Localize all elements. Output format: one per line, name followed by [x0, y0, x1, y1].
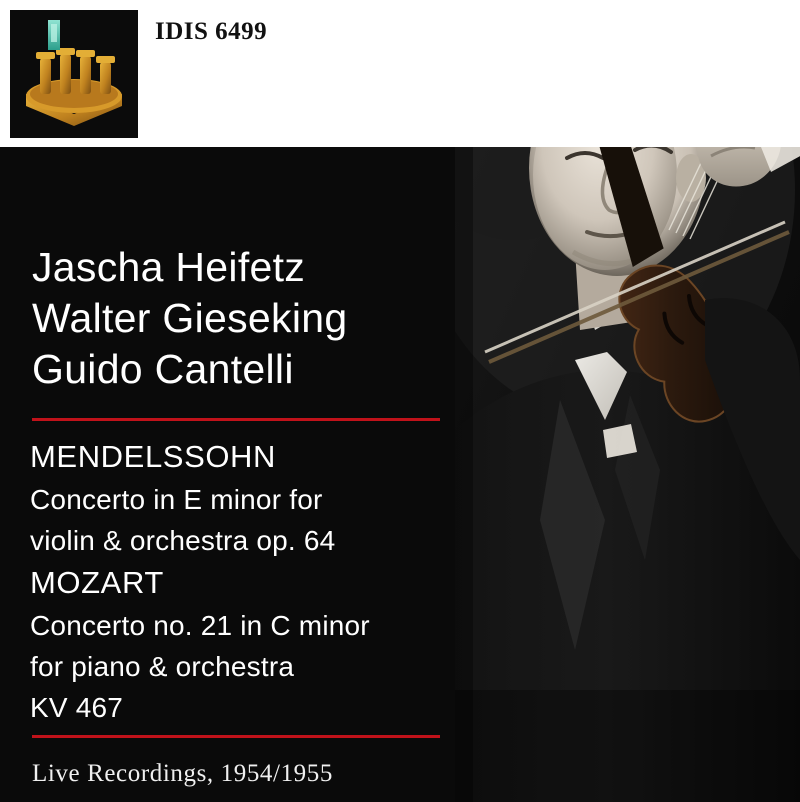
- divider-bottom: [32, 735, 440, 738]
- work-line: violin & orchestra op. 64: [30, 525, 336, 556]
- composer-name: MENDELSSOHN: [30, 439, 277, 474]
- idis-logo: [10, 10, 138, 138]
- idis-logo-icon: [10, 10, 138, 138]
- artist-name: Walter Gieseking: [32, 295, 348, 341]
- work-line: Concerto no. 21 in C minor: [30, 610, 370, 641]
- program-list: [30, 435, 450, 728]
- catalog-number: IDIS 6499: [155, 18, 268, 45]
- work-line: Concerto in E minor for: [30, 484, 323, 515]
- artist-list: [32, 242, 442, 395]
- recording-note: Live Recordings, 1954/1955: [32, 760, 333, 787]
- divider-top: [32, 418, 440, 421]
- work-line: KV 467: [30, 692, 124, 723]
- artist-name: Jascha Heifetz: [32, 244, 306, 290]
- work-line: for piano & orchestra: [30, 651, 295, 682]
- text-column: [0, 147, 455, 802]
- artist-name: Guido Cantelli: [32, 346, 294, 392]
- composer-name: MOZART: [30, 565, 164, 600]
